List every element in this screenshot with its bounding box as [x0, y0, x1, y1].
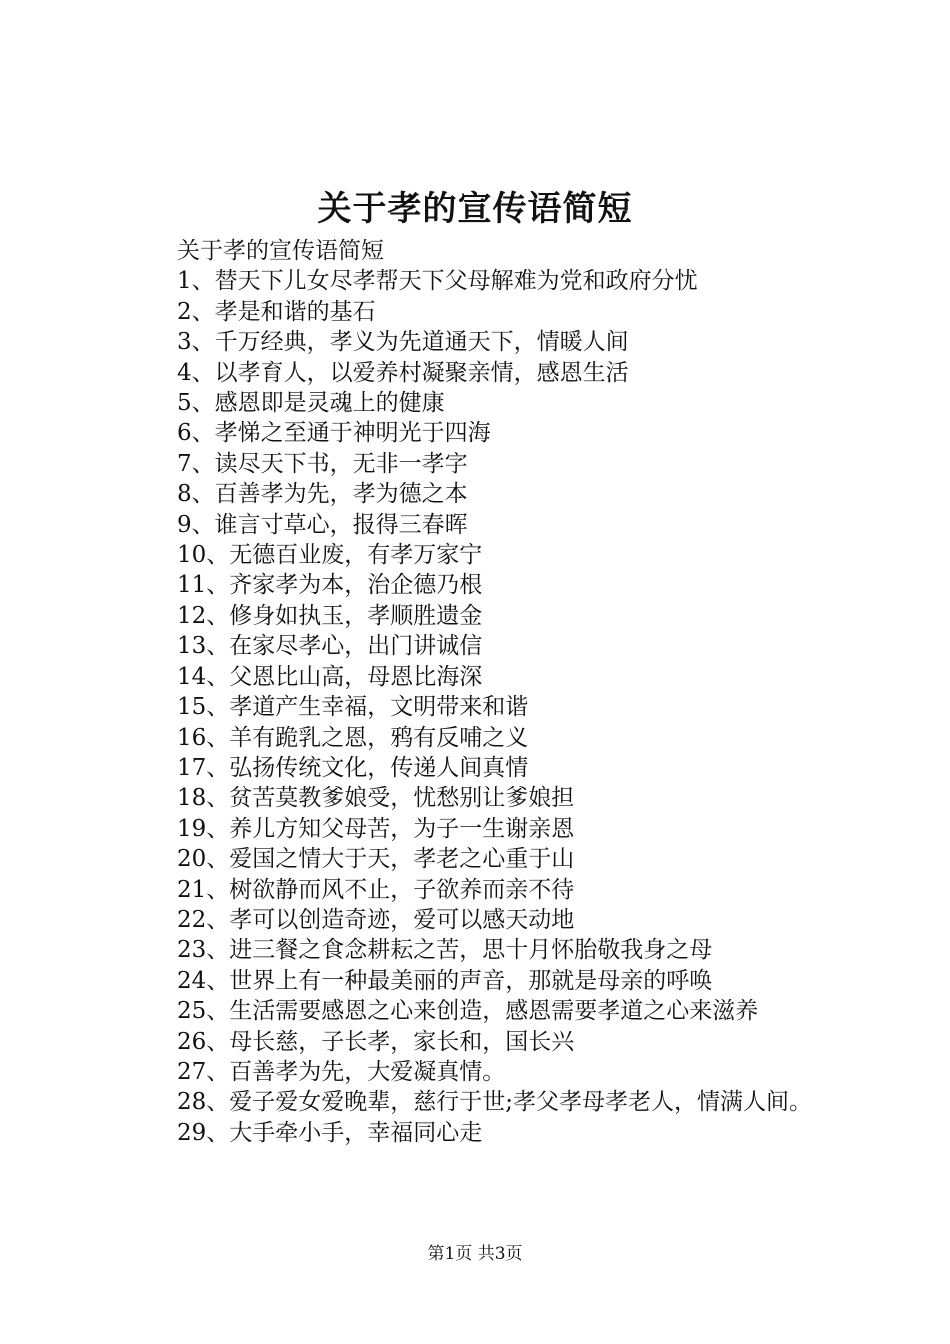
- slogan-item: 11、齐家孝为本，治企德乃根: [177, 572, 483, 599]
- slogan-item: 15、孝道产生幸福，文明带来和谐: [177, 694, 529, 721]
- slogan-item: 13、在家尽孝心，出门讲诚信: [177, 633, 483, 660]
- slogan-item: 19、养儿方知父母苦，为子一生谢亲恩: [177, 815, 575, 842]
- slogan-item: 16、羊有跪乳之恩，鸦有反哺之义: [177, 724, 529, 751]
- document-title: 关于孝的宣传语简短: [317, 189, 633, 229]
- slogan-item: 23、进三餐之食念耕耘之苦，思十月怀胎敬我身之母: [177, 937, 713, 964]
- slogan-item: 22、孝可以创造奇迹，爱可以感天动地: [177, 906, 575, 933]
- slogan-item: 8、百善孝为先，孝为德之本: [177, 481, 468, 508]
- slogan-item: 20、爱国之情大于天，孝老之心重于山: [177, 846, 575, 873]
- slogan-item: 26、母长慈，子长孝，家长和，国长兴: [177, 1028, 575, 1055]
- slogan-item: 7、读尽天下书，无非一孝字: [177, 450, 468, 477]
- slogan-item: 17、弘扬传统文化，传递人间真情: [177, 754, 529, 781]
- slogan-item: 21、树欲静而风不止，子欲养而亲不待: [177, 876, 575, 903]
- document-body: [130, 236, 840, 1148]
- body-subtitle: 关于孝的宣传语简短: [177, 238, 384, 264]
- page-number-footer: 第1页 共3页: [427, 1244, 523, 1264]
- slogan-item: 12、修身如执玉，孝顺胜遗金: [177, 602, 483, 629]
- slogan-item: 9、谁言寸草心，报得三春晖: [177, 511, 468, 538]
- slogan-item: 1、替天下儿女尽孝帮天下父母解难为党和政府分忧: [177, 268, 698, 295]
- slogan-item: 29、大手牵小手，幸福同心走: [177, 1119, 483, 1146]
- slogan-item: 2、孝是和谐的基石: [177, 298, 376, 325]
- slogan-item: 25、生活需要感恩之心来创造，感恩需要孝道之心来滋养: [177, 998, 759, 1025]
- slogan-item: 28、爱子爱女爱晚辈，慈行于世;孝父孝母孝老人，情满人间。: [177, 1089, 813, 1116]
- slogan-item: 5、感恩即是灵魂上的健康: [177, 390, 445, 417]
- slogan-item: 24、世界上有一种最美丽的声音，那就是母亲的呼唤: [177, 967, 713, 994]
- slogan-item: 4、以孝育人，以爱养村凝聚亲情，感恩生活: [177, 359, 629, 386]
- slogan-item: 27、百善孝为先，大爱凝真情。: [177, 1058, 506, 1085]
- slogan-item: 18、贫苦莫教爹娘受，忧愁别让爹娘担: [177, 785, 575, 812]
- slogan-item: 6、孝悌之至通于神明光于四海: [177, 420, 491, 447]
- slogan-item: 3、千万经典，孝义为先道通天下，情暖人间: [177, 329, 629, 356]
- slogan-item: 10、无德百业废，有孝万家宁: [177, 542, 483, 569]
- slogan-item: 14、父恩比山高，母恩比海深: [177, 663, 483, 690]
